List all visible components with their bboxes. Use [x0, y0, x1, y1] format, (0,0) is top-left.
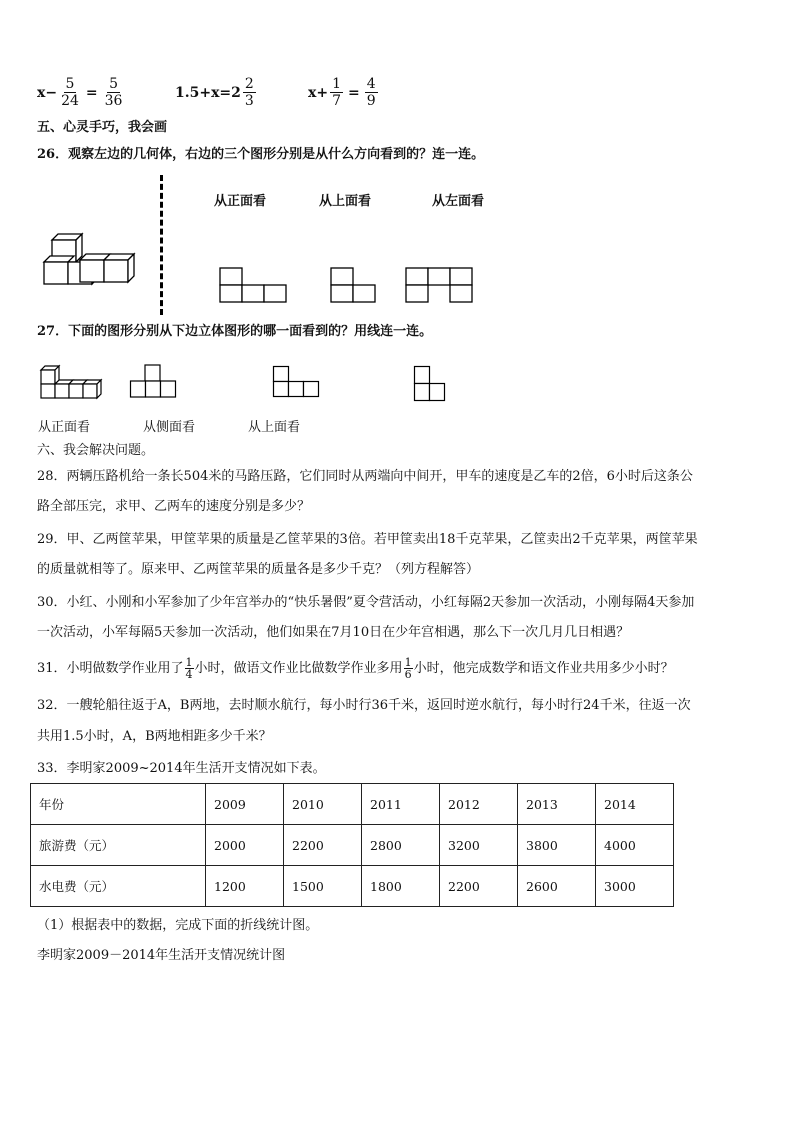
- table-cell: 2600: [518, 866, 596, 907]
- table-cell: 2014: [596, 784, 674, 825]
- table-cell: 1500: [284, 866, 362, 907]
- q29-line-2: 的质量就相等了。原来甲、乙两筐苹果的质量各是多少千克？（列方程解答）: [37, 562, 480, 577]
- table-cell: 3800: [518, 825, 596, 866]
- q31-fraction-1: [185, 657, 194, 680]
- q26-text: 26．观察左边的几何体，右边的三个图形分别是从什么方向看到的？连一连。: [37, 147, 485, 162]
- q26-label-left: 从左面看: [432, 194, 485, 209]
- q30-line-1: 30．小红、小刚和小军参加了少年宫举办的“快乐暑假”夏令营活动，小红每隔2天参加一次活动，小刚每隔4天参加: [37, 595, 695, 610]
- table-header-row: [31, 784, 674, 825]
- equation-2: [175, 76, 258, 109]
- q31-part-2: 小时，做语文作业比做数学作业多用: [194, 660, 403, 676]
- eq1-frac2-num: 5: [109, 76, 119, 92]
- eq2-fraction: [243, 76, 256, 109]
- table-cell: 旅游费（元）: [31, 825, 206, 866]
- table-cell: 2012: [440, 784, 518, 825]
- table-cell: 3000: [596, 866, 674, 907]
- q33-chart-title: 李明家2009－2014年生活开支情况统计图: [37, 948, 286, 963]
- eq3-frac1-den: 7: [332, 93, 341, 109]
- table-cell: 年份: [31, 784, 206, 825]
- q30-line-2: 一次活动，小军每隔5天参加一次活动，他们如果在7月10日在少年宫相遇，那么下一次几月几日相遇？: [37, 625, 630, 640]
- q26-label-top: 从上面看: [319, 194, 372, 209]
- q31-frac2-den: 6: [404, 668, 412, 681]
- q29-line-1: 29．甲、乙两筐苹果，甲筐苹果的质量是乙筐苹果的3倍。若甲筐卖出18千克苹果，乙筐卖出2千克苹果，两筐苹果: [37, 532, 698, 547]
- equation-1: [37, 76, 126, 109]
- q26-label-front: 从正面看: [214, 194, 267, 209]
- eq3-fraction-2: [365, 76, 378, 109]
- q27-view-shape-3: [414, 366, 446, 402]
- expense-table: [30, 783, 674, 907]
- q31-text: [37, 657, 674, 680]
- q32-line-2: 共用1.5小时，A，B两地相距多少千米？: [37, 729, 272, 744]
- eq1-frac1-den: 24: [61, 93, 79, 109]
- eq3-frac2-num: 4: [366, 76, 376, 92]
- q27-view-shape-1: [130, 364, 176, 398]
- q26-view-shape-2: [330, 267, 376, 303]
- q27-view-shape-2: [273, 366, 319, 398]
- eq2-frac-den: 3: [244, 93, 254, 109]
- table-cell: 4000: [596, 825, 674, 866]
- eq3-equals: =: [348, 84, 360, 101]
- q26-solid-figure: [40, 228, 140, 290]
- q31-part-3: 小时，他完成数学和语文作业共用多少小时？: [413, 660, 674, 676]
- q26-view-shape-1: [219, 267, 287, 303]
- eq3-frac1-num: 1: [332, 76, 341, 92]
- q31-frac2-num: 1: [404, 656, 412, 669]
- eq2-left: 1.5+x=2: [175, 84, 241, 101]
- q31-fraction-2: [404, 657, 413, 680]
- table-row: [31, 866, 674, 907]
- table-cell: 1200: [206, 866, 284, 907]
- table-cell: 2013: [518, 784, 596, 825]
- table-cell: 2800: [362, 825, 440, 866]
- q27-caption-top: 从上面看: [248, 420, 301, 435]
- eq3-frac2-den: 9: [366, 93, 376, 109]
- q31-part-1: 31．小明做数学作业用了: [37, 660, 184, 676]
- divider-dashed-line: [160, 175, 163, 315]
- q28-line-1: 28．两辆压路机给一条长504米的马路压路，它们同时从两端向中间开，甲车的速度是乙车的2倍，6小时后这条公: [37, 469, 693, 484]
- section-6-title: 六、我会解决问题。: [37, 443, 155, 458]
- q28-line-2: 路全部压完，求甲、乙两车的速度分别是多少？: [37, 499, 311, 514]
- eq1-frac1-num: 5: [65, 76, 75, 92]
- q31-frac1-den: 4: [185, 668, 193, 681]
- eq1-fraction-1: [59, 76, 81, 109]
- table-cell: 2009: [206, 784, 284, 825]
- eq1-frac2-den: 36: [104, 93, 123, 109]
- table-cell: 2011: [362, 784, 440, 825]
- eq1-left: x−: [37, 84, 58, 101]
- q33-text: 33．李明家2009~2014年生活开支情况如下表。: [37, 761, 326, 776]
- q31-frac1-num: 1: [185, 656, 193, 669]
- table-cell: 3200: [440, 825, 518, 866]
- table-cell: 2200: [284, 825, 362, 866]
- table-cell: 水电费（元）: [31, 866, 206, 907]
- q33-sub-question-1: （1）根据表中的数据，完成下面的折线统计图。: [37, 918, 319, 933]
- q32-line-1: 32．一艘轮船往返于A，B两地，去时顺水航行，每小时行36千米，返回时逆水航行，每小时行24千米，往返一次: [37, 698, 691, 713]
- equation-3: [308, 76, 380, 109]
- q27-caption-front: 从正面看: [38, 420, 91, 435]
- table-row: [31, 825, 674, 866]
- eq3-fraction-1: [330, 76, 343, 109]
- q26-view-shape-3: [405, 267, 473, 303]
- eq1-equals: =: [85, 84, 98, 101]
- q27-caption-side: 从侧面看: [143, 420, 196, 435]
- eq3-left: x+: [308, 84, 329, 101]
- table-cell: 1800: [362, 866, 440, 907]
- eq2-frac-num: 2: [244, 76, 254, 92]
- section-5-title: 五、心灵手巧，我会画: [37, 120, 168, 135]
- table-cell: 2010: [284, 784, 362, 825]
- q27-solid-figure: [38, 360, 102, 402]
- eq1-fraction-2: [103, 76, 125, 109]
- table-cell: 2000: [206, 825, 284, 866]
- table-cell: 2200: [440, 866, 518, 907]
- q27-text: 27．下面的图形分别从下边立体图形的哪一面看到的？用线连一连。: [37, 324, 433, 339]
